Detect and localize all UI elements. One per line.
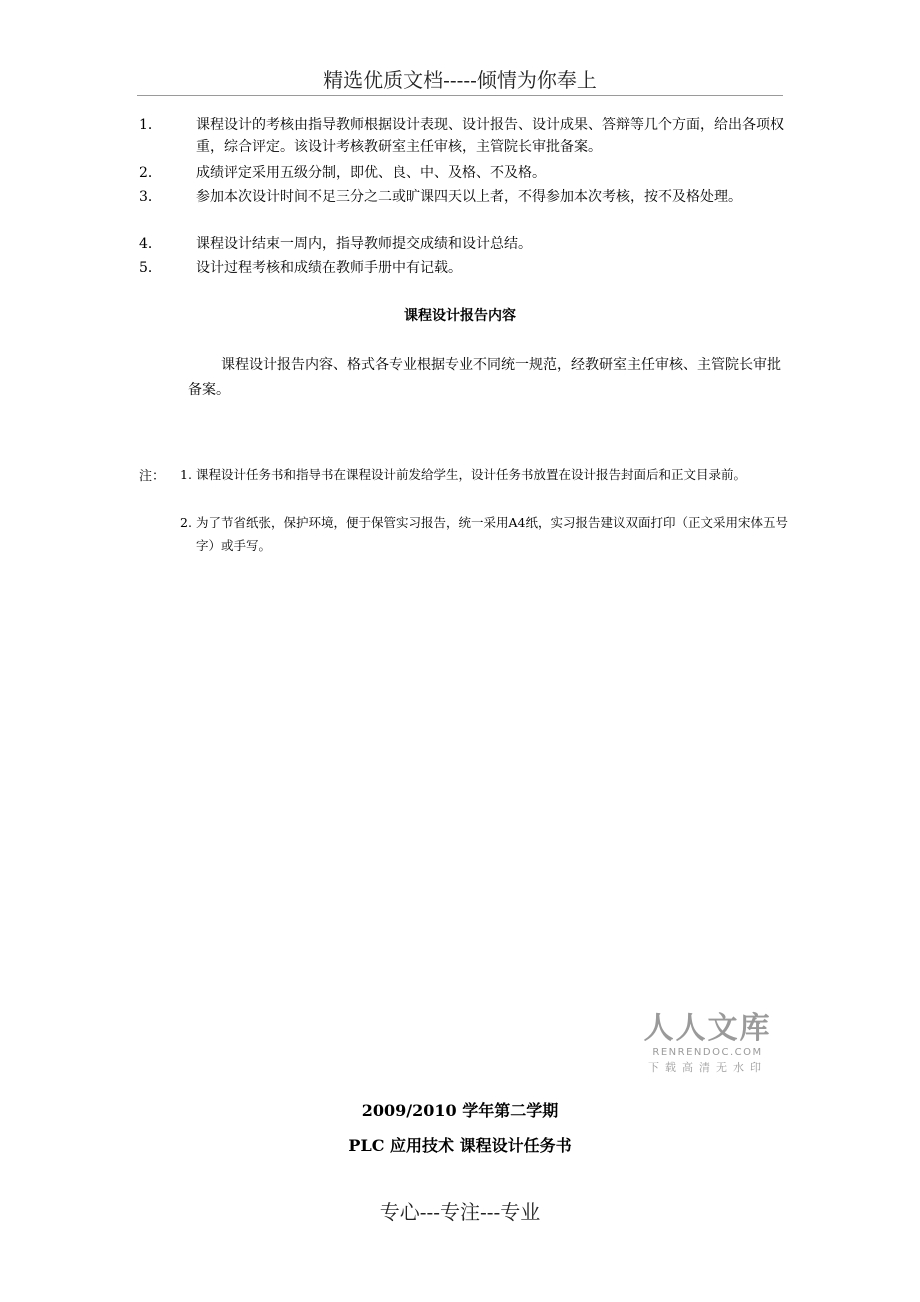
rule-item-2: [139, 162, 789, 184]
page-header-title: 精选优质文档-----倾情为你奉上: [323, 68, 597, 92]
notes-label: 注：: [139, 469, 166, 484]
term-line: 2009/2010 学年第二学期: [361, 1101, 559, 1120]
rule-text: 成绩评定采用五级分制，即优、良、中、及格、不及格。: [196, 165, 546, 181]
rule-text: 课程设计结束一周内，指导教师提交成绩和设计总结。: [196, 236, 532, 252]
rule-item-5: [139, 257, 789, 279]
header-divider: [137, 95, 783, 96]
course-title: PLC 应用技术 课程设计任务书: [348, 1136, 572, 1155]
rule-text: 课程设计的考核由指导教师根据设计表现、设计报告、设计成果、答辩等几个方面，给出各项权重，综合评定。该设计考核教研室主任审核，主管院长审批备案。: [196, 117, 784, 155]
watermark-url: RENRENDOC.COM: [652, 1047, 763, 1058]
watermark-logo: [640, 1012, 775, 1075]
note-text: 为了节省纸张，保护环境，便于保管实习报告，统一采用A4纸，实习报告建议双面打印（正文采用宋体五号字）或手写。: [196, 515, 788, 553]
rule-text: 参加本次设计时间不足三分之二或旷课四天以上者，不得参加本次考核，按不及格处理。: [196, 189, 742, 205]
note-text: 课程设计任务书和指导书在课程设计前发给学生，设计任务书放置在设计报告封面后和正文目录前。: [196, 467, 747, 482]
watermark-tagline: 下载高清无水印: [648, 1061, 767, 1074]
note-number: 1.: [180, 467, 192, 482]
note-item-1: [180, 463, 790, 486]
rule-item-1: [139, 114, 789, 158]
rule-number: 1．: [139, 117, 162, 133]
watermark-brand: 人人文库: [643, 1011, 772, 1046]
rule-item-4: [139, 233, 789, 255]
rule-item-3: [139, 186, 789, 208]
rule-number: 5．: [139, 260, 162, 276]
rule-number: 3．: [139, 189, 162, 205]
rule-number: 2．: [139, 165, 162, 181]
footer-slogan: 专心---专注---专业: [379, 1200, 541, 1224]
rule-number: 4．: [139, 236, 162, 252]
report-content-heading: 课程设计报告内容: [404, 308, 516, 324]
report-content-body: 课程设计报告内容、格式各专业根据专业不同统一规范，经教研室主任审核、主管院长审批备案。: [188, 357, 781, 398]
rule-text: 设计过程考核和成绩在教师手册中有记载。: [196, 260, 462, 276]
note-item-2: [180, 511, 790, 557]
note-number: 2.: [180, 515, 192, 530]
